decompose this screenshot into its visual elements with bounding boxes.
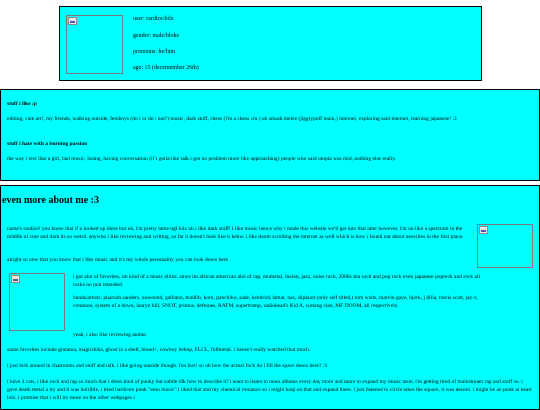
- broken-image-icon: [68, 17, 77, 25]
- more-alright: alright so now that you know that i like music and it's my whole personality you can look down here.: [7, 257, 230, 263]
- profile-card: [59, 6, 482, 81]
- bands-list: bands/artists: pharoah sanders, unwound, galliano, madlib, korn, panchiko, sade, kendrick lamar, nas, slipknot (only self titled,) tom waits, marvin gaye, bjork, j dilla, travis scott, jay-z, common, system of a down, lauryn hill, SNOT, primus, deftones, RATM, supertramp, radiohead's Kid A, wutang clan, MF DOOM, all respectively.: [73, 295, 479, 309]
- broken-image-icon: [11, 275, 20, 283]
- left-image-broken: [9, 273, 65, 331]
- profile-user: user: rardice/lolz: [133, 16, 174, 22]
- more-intro: name's rardice! you know that if u looked up there but uh, i'm pretty lame ngl lolz uh i like dark stuff! i like music hence why i made this website we'll get into that later however, i'm on like a spectrum in the middle of cute and dark its so weird. anywho i like reviewing and writing, so far it doesn't look like it kekw. i like doom scrolling the internet as well which is how i found out about neocities in the first place.: [7, 226, 464, 240]
- likes-text: editing, cute art!, my friends, walking outside, femboys (do i or do i not?) music, dark stuff, chess (i'm a chess cm.) uh smash melee (jigglypuff main,) internet, exploring said internet, learning japanese! :3: [7, 116, 457, 122]
- anime-favorites: some favorites include gintama, magicdoka, ghost in a shell, blood+, cowboy bebop, FLCL, fullmetal. i haven't really watched that much.: [7, 347, 311, 353]
- profile-age: age: 15 (decemember 26th): [133, 65, 199, 71]
- chatrooms-line: i just lurk around in chatrooms and stuff and talk. i like going outside though. fun fact! so uh how the actual fuck do i fill the space down here? :3: [7, 363, 328, 369]
- more-about-section: [0, 185, 540, 410]
- right-image-broken: [477, 224, 533, 268]
- cats-paragraph: i have 3 cats, i like rock and rap so much that i dress kind of punky but subtle idk how to describe it! i want to listen to more albums every day more and more to expand my music taste, i'm getting tired of mainstream rap and stuff so. i gave death metal a try and it was horrible, i tried hardcore punk "emo music" i liked that and my chemical romance so i might harp on that and expand there. i just listened to circle takes the square, it was decent. i might be an punk at heart lolz. i promise that i will try more on the other webpages i: [7, 379, 532, 401]
- profile-pronouns: pronouns: he/him: [133, 49, 176, 55]
- broken-image-icon: [479, 226, 488, 234]
- profile-gender: gender: male/bloke: [133, 33, 180, 39]
- hates-text: the way i text like a girl, bad music, losing, having conversation (if i gotta like talk i got no problem more like approaching) people who said utopia was mid, nothing else really.: [7, 156, 396, 162]
- hates-heading: stuff i hate with a burning passion: [7, 141, 88, 147]
- likes-heading: stuff i like :p: [7, 101, 37, 107]
- likes-section: [0, 89, 540, 181]
- anime-line: yeah, i also like reviewing anime.: [73, 332, 148, 338]
- music-intro: i got alot of favorites, im kind of a music elitist. since im african american alot of rap, mumetal, fusion, jazz, noise rock, 2000s ska rock and pop rock even japanese popreck and rock all rocks no pun intended.: [73, 274, 481, 288]
- more-about-title: even more about me :3: [2, 195, 100, 206]
- profile-picture-broken-image: [66, 15, 123, 74]
